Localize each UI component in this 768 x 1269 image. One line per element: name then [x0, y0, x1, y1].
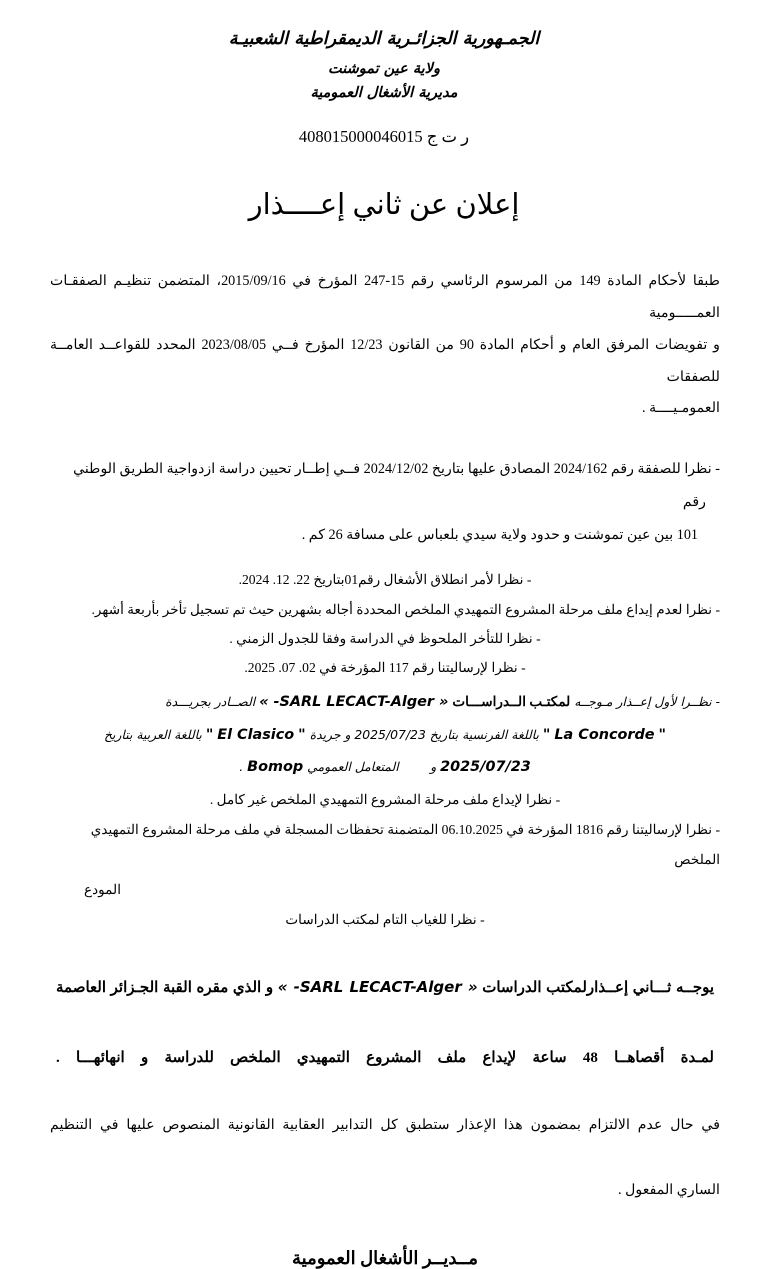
first-notice-intro: نظــرا لأول إعــذار مـوجــه [574, 694, 712, 710]
document-header [0, 0, 768, 105]
list-item-text: نظرا لإرساليتنا رقم 117 المؤرخة في 02. 07. 2025. [244, 660, 518, 676]
bullet-marker: - [555, 792, 561, 808]
bullet-marker: - [715, 694, 720, 710]
considerations-list-1 [50, 565, 720, 682]
bullet-marker: - [715, 822, 720, 838]
legal-basis-line-2: و تفويضات المرفق العام و أحكام المادة 90 من القانون 12/23 المؤرخ فــي 2023/08/05 المحدد للقواعــد العامــة للصفقات [50, 336, 720, 385]
list-item-text: نظرا لأمر انطلاق الأشغال رقم01بتاريخ 22. 12. 2024. [238, 572, 524, 588]
legal-basis-line-3: العمومـيــــة . [641, 400, 720, 417]
formal-demand-line-2: لمـدة أقصاهــا 48 ساعة لإيداع ملف المشروع التمهيدي الملخص للدراسة و انهائهـــا . [56, 1049, 714, 1066]
closing-line-1: في حال عدم الالتزام بمضمون هذا الإعذار ستطبق كل التدابير العقابية القانونية المنصوص عليها في التنظيم [50, 1116, 720, 1133]
wilaya-heading: ولاية عين تموشنت [328, 61, 440, 78]
page-title: إعلان عن ثاني إعــــذار [248, 188, 520, 221]
list-item-text: نظرا للتأخر الملحوظ في الدراسة وفقا للجدول الزمني . [229, 630, 533, 646]
newspaper-arabic-name: El Clasico [217, 726, 295, 743]
bullet-marker: - [526, 572, 532, 588]
arabic-language-note: باللغة العربية بتاريخ [104, 726, 202, 742]
list-item [50, 815, 720, 905]
formal-demand-line-1 [50, 971, 720, 1006]
list-item-text: نظرا لإرساليتنا رقم 1816 المؤرخة في 06.10.2025 المتضمنة تحفظات المسجلة في ملف مرحلة المشروع التمهيدي الملخص [90, 822, 720, 868]
republic-heading: الجمـهورية الجزائـرية الديمقراطية الشعبيـة [228, 29, 540, 49]
list-item [50, 653, 720, 682]
list-item-continuation: المودع [84, 882, 121, 898]
considerations-list-2 [50, 785, 720, 935]
closing-line-2: الساري المفعول . [618, 1181, 720, 1198]
quote-open: " [298, 726, 306, 743]
conjunction-and: و جريدة [309, 726, 351, 742]
design-office-label: لمكتـب الــدراســـات [452, 694, 571, 710]
demand-intro: يوجــه ثـــاني إعــذارلمكتب الدراسات [482, 980, 715, 996]
list-item [50, 565, 720, 594]
main-contract-bullet [50, 453, 720, 551]
main-contract-bullet-line-1: نظرا للصفقة رقم 2024/162 المصادق عليها بتاريخ 2024/12/02 فــي إطــار تحيين دراسة ازدواجية الطريق الوطني رقم [73, 461, 712, 511]
public-operator-name: Bomop [247, 759, 304, 776]
publication-date: 2025/07/23 [440, 759, 531, 776]
main-contract-bullet-line-2: 101 بين عين تموشنت و حدود ولاية سيدي بلعباس على مسافة 26 كم . [301, 526, 698, 543]
legal-basis-line-1: طبقا لأحكام المادة 149 من المرسوم الرئاسي رقم 15-247 المؤرخ في 2015/09/16، المتضمن تنظيـم الصفقـات العمـــــومية [50, 272, 720, 321]
first-notice-line-2 [50, 719, 720, 751]
document-body [50, 266, 720, 1269]
registry-number-line: ر ت ج 408015000046015 [298, 126, 470, 146]
first-notice-block [50, 686, 720, 783]
signature-title: مــديــر الأشغال العمومية [291, 1247, 479, 1268]
list-item [50, 595, 720, 624]
public-operator-label: المتعامل العمومي [307, 759, 399, 775]
directorate-heading: مديرية الأشغال العمومية [310, 85, 458, 102]
conjunction-and: و [430, 759, 437, 775]
bullet-marker: - [715, 601, 720, 617]
demand-address: و الذي مقره القبة الجـزائر العاصمة [56, 980, 274, 996]
list-item [50, 624, 720, 653]
newspaper-french-name: La Concorde [554, 726, 655, 743]
bullet-marker: - [536, 630, 541, 646]
first-notice-line-1 [50, 686, 720, 718]
first-notice-line-3 [50, 751, 720, 783]
bullet-marker: - [480, 912, 485, 928]
sentence-period: . [239, 759, 244, 775]
list-item-text: نظرا لإيداع ملف مرحلة المشروع التمهيدي الملخص غير كامل . [209, 792, 553, 808]
list-item-text: نظرا لعدم إيداع ملف مرحلة المشروع التمهيدي الملخص المحددة أجاله بشهرين حيث تم تسجيل تأخر بأربعة أشهر. [91, 601, 713, 617]
list-item-text: نظرا للغياب التام لمكتب الدراسات [285, 912, 477, 928]
bullet-marker: - [521, 660, 526, 676]
bullet-marker: - [715, 461, 720, 478]
list-item [50, 905, 720, 935]
quote-open: " [658, 726, 666, 743]
company-name: « SARL LECACT-Alger- » [259, 694, 449, 711]
first-notice-published-in: الصــادر بجريـــدة [165, 694, 256, 710]
quote-close: " [205, 726, 214, 743]
french-language-note: باللغة الفرنسية بتاريخ 2025/07/23 [354, 726, 539, 742]
company-name: « SARL LECACT-Alger- » [277, 978, 478, 996]
quote-close: " [542, 726, 551, 743]
list-item [50, 785, 720, 815]
